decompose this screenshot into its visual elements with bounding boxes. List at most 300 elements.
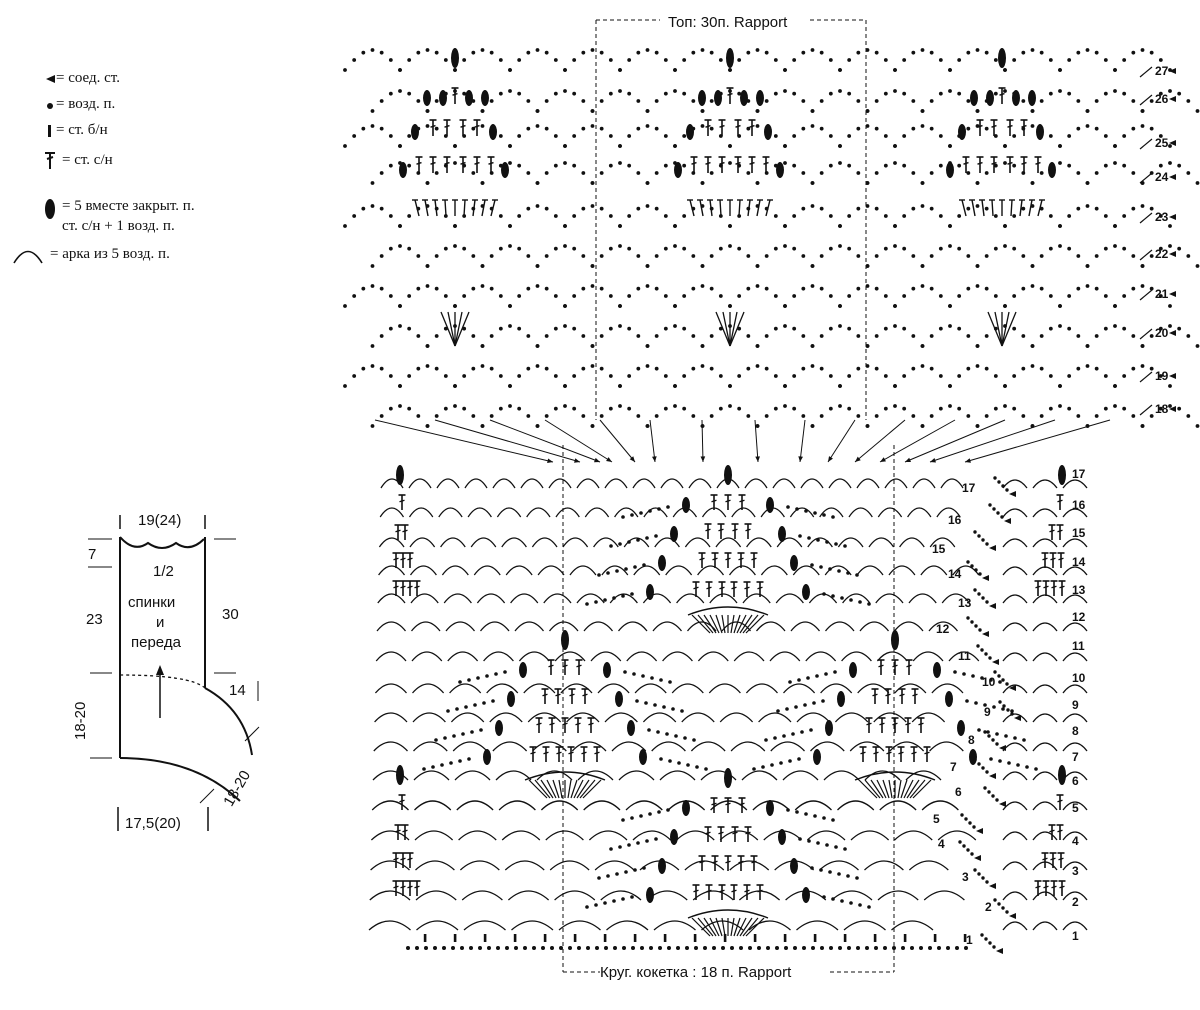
double-crochet-slash <box>992 126 997 128</box>
arch-stitch <box>1033 623 1057 631</box>
chain-stitch <box>1058 144 1062 148</box>
chain-stitch <box>1058 161 1062 165</box>
double-crochet-slash <box>431 163 436 165</box>
chain-stitch <box>508 161 512 165</box>
chain-stitch <box>618 144 622 148</box>
arch-stitch <box>412 652 442 661</box>
cluster-stitch <box>766 800 774 816</box>
chain-stitch <box>655 207 659 211</box>
chain-stitch <box>1012 164 1016 168</box>
chain-stitch <box>490 367 494 371</box>
row-number-inner: 9 <box>984 705 991 719</box>
cluster-stitch <box>764 124 772 140</box>
chain-stitch <box>1150 367 1154 371</box>
chain-stitch <box>1113 384 1117 388</box>
chain-stitch <box>992 507 995 510</box>
cluster-stitch <box>670 526 678 542</box>
double-crochet-slash <box>919 723 924 725</box>
arch-stitch <box>521 479 543 488</box>
chain-stitch <box>371 264 375 268</box>
chain-stitch <box>630 895 634 899</box>
double-crochet-slash <box>913 694 918 696</box>
chain-stitch <box>581 171 585 175</box>
chain-stitch <box>973 530 976 533</box>
double-crochet-slash <box>1008 163 1013 165</box>
chain-stitch <box>921 48 925 52</box>
cluster-stitch <box>646 887 654 903</box>
chain-stitch <box>1104 92 1108 96</box>
chain-stitch <box>831 594 835 598</box>
chain-stitch <box>957 214 961 218</box>
chain-stitch <box>642 563 646 567</box>
chain-stitch <box>1141 109 1145 113</box>
fan-stitch <box>982 200 984 216</box>
arch-stitch <box>499 801 535 810</box>
cluster-stitch <box>740 90 748 106</box>
chain-stitch <box>671 707 675 711</box>
chain-stitch <box>1113 404 1117 408</box>
double-crochet-slash <box>745 587 750 589</box>
chain-stitch <box>1058 68 1062 72</box>
cluster-stitch <box>933 662 941 678</box>
chain-stitch <box>875 254 879 258</box>
chain-stitch <box>426 264 430 268</box>
chain-stitch <box>875 414 879 418</box>
chain-stitch <box>819 565 823 569</box>
chain-stitch <box>786 505 790 509</box>
chain-stitch <box>407 374 411 378</box>
arch-stitch <box>857 566 883 575</box>
chain-stitch <box>1086 264 1090 268</box>
chain-stitch <box>981 596 984 599</box>
chain-stitch <box>585 602 589 606</box>
chain-stitch <box>921 344 925 348</box>
double-crochet-slash <box>706 126 711 128</box>
chain-stitch <box>985 770 988 773</box>
chain-stitch <box>545 127 549 131</box>
chain-stitch <box>930 367 934 371</box>
cluster-stitch <box>802 584 810 600</box>
chain-stitch <box>600 207 604 211</box>
cluster-stitch <box>1036 124 1044 140</box>
chain-stitch <box>673 89 677 93</box>
slip-stitch <box>1169 373 1176 379</box>
row-number-right: 1 <box>1072 929 1079 943</box>
chain-stitch <box>691 367 695 371</box>
chain-stitch <box>930 99 934 103</box>
chain-stitch <box>701 264 705 268</box>
chain-stitch <box>508 224 512 228</box>
chain-stitch <box>426 364 430 368</box>
double-crochet-slash <box>1059 858 1064 860</box>
chain-stitch <box>646 109 650 113</box>
chain-stitch <box>746 254 750 258</box>
chain-stitch <box>416 99 420 103</box>
chain-stitch <box>973 588 976 591</box>
chain-stitch <box>664 407 668 411</box>
arch-stitch <box>829 479 851 488</box>
chain-stitch <box>664 294 668 298</box>
chain-stitch <box>831 897 835 901</box>
cluster-stitch <box>1028 90 1036 106</box>
chain-stitch <box>407 214 411 218</box>
chain-stitch <box>609 58 613 62</box>
arch-stitch <box>876 594 903 603</box>
schematic-left-height: 23 <box>86 611 103 628</box>
arch-stitch <box>464 921 506 930</box>
cluster-stitch <box>802 887 810 903</box>
chain-stitch <box>462 247 466 251</box>
chain-stitch <box>1159 58 1163 62</box>
chain-stitch <box>1058 89 1062 93</box>
arch-stitch <box>379 538 404 547</box>
chain-stitch <box>737 247 741 251</box>
cluster-stitch <box>483 749 491 765</box>
chain-stitch <box>811 284 815 288</box>
chain-stitch <box>801 51 805 55</box>
double-crochet-slash <box>403 830 408 832</box>
chain-stitch <box>470 730 474 734</box>
chain-stitch <box>650 676 654 680</box>
chain-stitch <box>517 294 521 298</box>
chain-stitch <box>682 164 686 168</box>
chain-stitch <box>451 946 455 950</box>
double-crochet-slash <box>1051 858 1056 860</box>
arch-stitch <box>1003 509 1027 517</box>
arch-stitch <box>806 652 836 661</box>
chain-stitch <box>1113 89 1117 93</box>
chain-stitch <box>756 264 760 268</box>
chain-stitch <box>921 424 925 428</box>
chain-stitch <box>838 404 842 408</box>
chain-stitch <box>1159 164 1163 168</box>
row-number-right: 14 <box>1072 555 1086 569</box>
single-crochet <box>634 934 637 942</box>
cluster-stitch <box>423 90 431 106</box>
chain-stitch <box>491 699 495 703</box>
double-crochet-slash <box>893 723 898 725</box>
chain-stitch <box>893 144 897 148</box>
chain-stitch <box>962 844 965 847</box>
cluster-stitch <box>396 765 404 785</box>
chain-stitch <box>621 897 625 901</box>
chain-stitch <box>703 946 707 950</box>
chain-stitch <box>581 99 585 103</box>
chain-stitch <box>1067 374 1071 378</box>
chain-stitch <box>426 344 430 348</box>
chain-stitch <box>976 364 980 368</box>
chain-stitch <box>765 334 769 338</box>
chain-stitch <box>600 334 604 338</box>
chain-stitch <box>426 109 430 113</box>
chain-stitch <box>774 134 778 138</box>
arch-stitch <box>493 479 515 488</box>
chain-stitch <box>664 247 668 251</box>
chain-stitch <box>977 728 981 732</box>
chain-stitch <box>939 164 943 168</box>
chain-stitch <box>499 92 503 96</box>
chain-stitch <box>1122 327 1126 331</box>
arch-stitch <box>411 566 437 575</box>
chain-stitch <box>1031 124 1035 128</box>
row-number-top: 26 <box>1155 92 1169 106</box>
transition-arrow <box>375 420 553 462</box>
chain-stitch <box>361 207 365 211</box>
chain-stitch <box>1003 161 1007 165</box>
chain-stitch <box>998 700 1001 703</box>
chain-stitch <box>774 92 778 96</box>
chain-stitch <box>424 946 428 950</box>
single-crochet <box>664 934 667 942</box>
chain-stitch <box>1067 164 1071 168</box>
chain-stitch <box>829 58 833 62</box>
arch-stitch <box>880 801 916 810</box>
chain-stitch <box>930 171 934 175</box>
chain-stitch <box>985 367 989 371</box>
chain-stitch <box>655 414 659 418</box>
chain-stitch <box>783 161 787 165</box>
chain-stitch <box>719 374 723 378</box>
chain-stitch <box>986 730 990 734</box>
chain-stitch <box>467 757 471 761</box>
arch-stitch <box>450 684 481 693</box>
chain-stitch <box>1012 407 1016 411</box>
chain-stitch <box>974 568 977 571</box>
chain-stitch <box>545 334 549 338</box>
chain-stitch <box>435 414 439 418</box>
chain-stitch <box>618 542 622 546</box>
chain-stitch <box>1095 287 1099 291</box>
chain-stitch <box>1104 247 1108 251</box>
chain-stitch <box>682 214 686 218</box>
chain-stitch <box>816 841 820 845</box>
chain-stitch <box>884 294 888 298</box>
chain-stitch <box>939 134 943 138</box>
row-number-inner: 6 <box>955 785 962 799</box>
chain-stitch <box>786 808 790 812</box>
chain-stitch <box>526 207 530 211</box>
arch-stitch <box>908 508 931 517</box>
double-crochet-slash <box>1050 530 1055 532</box>
fan-arch <box>688 910 768 918</box>
chain-stitch <box>774 294 778 298</box>
chain-stitch <box>1177 164 1181 168</box>
chain-stitch <box>1021 99 1025 103</box>
chain-stitch <box>481 264 485 268</box>
chain-stitch <box>591 424 595 428</box>
arch-stitch <box>797 921 839 930</box>
chain-stitch <box>765 287 769 291</box>
row-marker <box>1140 139 1152 149</box>
chain-stitch <box>1049 327 1053 331</box>
double-crochet-slash <box>733 529 738 531</box>
yoke-chart-grid <box>369 479 1087 950</box>
arch-stitch <box>627 652 657 661</box>
chain-stitch <box>471 367 475 371</box>
chain-stitch <box>1031 284 1035 288</box>
arch-stitch <box>677 594 704 603</box>
slip-stitch <box>999 801 1006 807</box>
single-crochet <box>814 934 817 942</box>
chain-stitch <box>559 946 563 950</box>
chain-stitch <box>1031 264 1035 268</box>
chain-stitch <box>636 287 640 291</box>
chain-stitch <box>407 247 411 251</box>
chain-stitch <box>704 767 708 771</box>
chain-stitch <box>973 868 976 871</box>
chain-stitch <box>972 825 975 828</box>
cluster-stitch <box>399 162 407 178</box>
chain-stitch <box>563 68 567 72</box>
chain-stitch <box>1168 384 1172 388</box>
chain-stitch <box>712 946 716 950</box>
arrow-head <box>594 458 600 462</box>
double-crochet-slash <box>556 694 561 696</box>
double-crochet-slash <box>583 694 588 696</box>
chain-stitch <box>1177 247 1181 251</box>
chain-stitch <box>505 946 509 950</box>
chain-stitch <box>655 334 659 338</box>
arch-stitch <box>842 652 872 661</box>
chain-stitch <box>444 374 448 378</box>
chain-stitch <box>838 304 842 308</box>
chain-stitch <box>855 876 859 880</box>
chain-stitch <box>981 876 984 879</box>
chain-stitch <box>1012 327 1016 331</box>
double-crochet-slash <box>401 858 406 860</box>
chain-stitch <box>490 334 494 338</box>
arch-stitch <box>380 508 403 517</box>
row-number-right: 17 <box>1072 467 1086 481</box>
chain-stitch <box>846 571 850 575</box>
double-crochet-slash <box>750 163 755 165</box>
chain-stitch <box>485 674 489 678</box>
cluster-stitch <box>1048 162 1056 178</box>
chain-stitch <box>659 757 663 761</box>
chain-stitch <box>939 374 943 378</box>
chain-stitch <box>664 327 668 331</box>
chain-stitch <box>884 134 888 138</box>
chain-stitch <box>819 868 823 872</box>
chain-stitch <box>1104 164 1108 168</box>
arch-stitch <box>890 742 924 751</box>
top-chart-motifs <box>399 48 1056 346</box>
chain-stitch <box>682 134 686 138</box>
chain-stitch <box>911 287 915 291</box>
arch-stitch <box>832 891 872 900</box>
slip-stitch <box>989 773 996 779</box>
arch-stitch <box>1033 802 1057 810</box>
chain-stitch <box>806 676 810 680</box>
chain-stitch <box>597 876 601 880</box>
chain-stitch <box>719 247 723 251</box>
arch-stitch <box>666 566 692 575</box>
chain-stitch <box>976 264 980 268</box>
arch-stitch <box>913 652 943 661</box>
arch-stitch <box>379 566 405 575</box>
chain-stitch <box>1122 164 1126 168</box>
chain-stitch <box>343 144 347 148</box>
arch-stitch <box>409 479 431 488</box>
chain-stitch <box>811 424 815 428</box>
chain-stitch <box>921 284 925 288</box>
chain-stitch <box>1113 324 1117 328</box>
chain-stitch <box>958 840 961 843</box>
chain-stitch <box>523 946 527 950</box>
arch-stitch <box>459 831 497 840</box>
chain-stitch <box>1007 761 1011 765</box>
chain-stitch <box>627 134 631 138</box>
chain-stitch <box>1040 171 1044 175</box>
fan-stitch <box>435 200 437 216</box>
row-number-right: 16 <box>1072 498 1086 512</box>
chain-stitch <box>646 284 650 288</box>
arch-stitch <box>635 684 666 693</box>
chain-stitch <box>1186 254 1190 258</box>
chain-stitch <box>594 903 598 907</box>
chain-stitch <box>646 364 650 368</box>
arrow-head <box>828 456 833 462</box>
chain-stitch <box>1122 92 1126 96</box>
fan-stitch <box>730 312 744 346</box>
arch-stitch <box>1063 480 1087 488</box>
double-crochet-slash <box>1022 126 1027 128</box>
arch-stitch <box>474 566 500 575</box>
double-crochet-slash <box>570 694 575 696</box>
chain-stitch <box>554 374 558 378</box>
chain-stitch <box>765 99 769 103</box>
chain-stitch <box>600 99 604 103</box>
arch-stitch <box>1003 623 1027 631</box>
double-crochet-slash <box>401 586 406 588</box>
chain-stitch <box>1031 109 1035 113</box>
chain-stitch <box>563 304 567 308</box>
single-crochet <box>784 934 787 942</box>
chain-stitch <box>1003 89 1007 93</box>
chain-stitch <box>453 144 457 148</box>
arch-stitch <box>375 684 406 693</box>
chain-stitch <box>902 58 906 62</box>
chain-stitch <box>1067 407 1071 411</box>
double-crochet-slash <box>740 500 745 502</box>
row-number-right: 5 <box>1072 801 1079 815</box>
double-crochet-slash <box>582 752 587 754</box>
chain-stitch <box>627 843 631 847</box>
row-marker <box>1140 372 1152 382</box>
chain-stitch <box>1113 244 1117 248</box>
arch-stitch <box>589 831 627 840</box>
chain-stitch <box>1031 48 1035 52</box>
arch-stitch <box>417 921 459 930</box>
arch-stitch <box>757 622 786 631</box>
chain-stitch <box>1131 287 1135 291</box>
arch-stitch <box>732 508 755 517</box>
fan-stitch <box>723 312 730 346</box>
double-crochet-slash <box>874 752 879 754</box>
arch-stitch <box>824 771 859 780</box>
cluster-stitch <box>958 124 966 140</box>
chain-stitch <box>1196 181 1200 185</box>
chain-stitch <box>991 738 994 741</box>
chain-stitch <box>1076 334 1080 338</box>
single-crochet <box>454 934 457 942</box>
chain-stitch <box>1104 294 1108 298</box>
chain-stitch <box>1104 407 1108 411</box>
row-number-inner: 4 <box>938 837 945 851</box>
double-crochet-slash <box>408 886 413 888</box>
fan-stitch <box>757 200 760 216</box>
chain-stitch <box>343 224 347 228</box>
